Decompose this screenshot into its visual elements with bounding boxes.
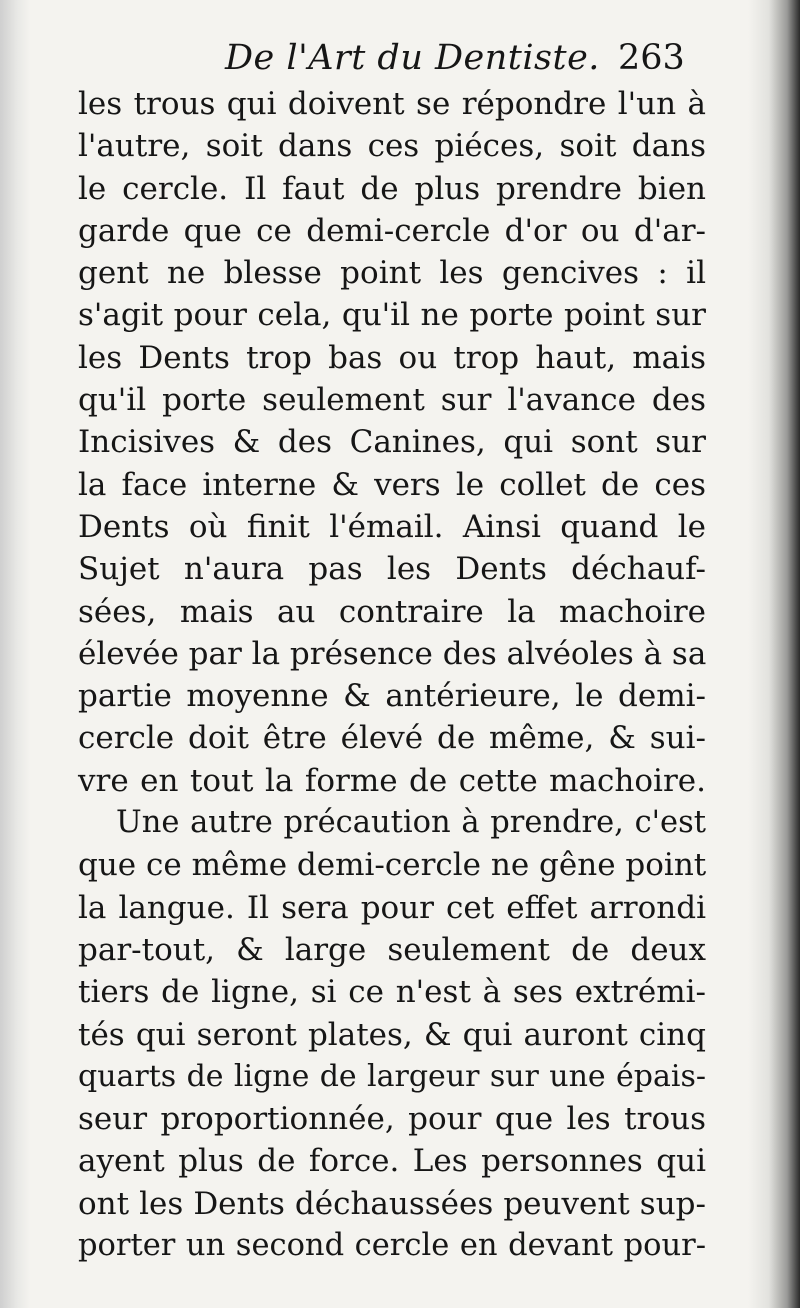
text-line: seur proportionnée, pour que les trous	[78, 1101, 706, 1138]
text-line: partie moyenne & antérieure, le demi-	[78, 678, 706, 715]
text-line: garde que ce demi-cercle d'or ou d'ar-	[78, 212, 706, 249]
running-title: De l'Art du Dentiste.	[225, 38, 600, 78]
text-line: s'agit pour cela, qu'il ne porte point sur	[78, 297, 706, 334]
text-line: ont les Dents déchaussées peuvent sup-	[78, 1185, 706, 1222]
text-line: la face interne & vers le collet de ces	[78, 466, 706, 503]
text-line: Sujet n'aura pas les Dents déchauf-	[78, 551, 706, 588]
text-line: cercle doit être élevé de même, & sui-	[78, 720, 706, 757]
text-line: que ce même demi-cercle ne gêne point	[78, 847, 707, 884]
page-gutter-shadow	[0, 0, 30, 1308]
text-line: élevée par la présence des alvéoles à sa	[78, 635, 707, 672]
text-line: vre en tout la forme de cette machoire.	[78, 762, 706, 799]
text-line: l'autre, soit dans ces piéces, soit dans	[78, 128, 706, 165]
page-number: 263	[618, 38, 685, 78]
text-line: quarts de ligne de largeur sur une épais-	[78, 1058, 706, 1094]
text-line: porter un second cercle en devant pour-	[78, 1228, 706, 1264]
text-line: tiers de ligne, si ce n'est à ses extrémi-	[78, 974, 706, 1011]
text-line: tés qui seront plates, & qui auront cinq	[78, 1016, 706, 1053]
text-line: gent ne blesse point les gencives : il	[78, 255, 706, 292]
paragraph-start-line: Une autre précaution à prendre, c'est	[116, 805, 706, 841]
page-edge-shadow	[748, 0, 800, 1308]
text-line: Incisives & des Canines, qui sont sur	[78, 424, 706, 461]
text-line: sées, mais au contraire la machoire	[78, 593, 706, 630]
text-line: le cercle. Il faut de plus prendre bien	[78, 170, 706, 207]
text-line: qu'il porte seulement sur l'avance des	[78, 382, 706, 419]
text-line: par-tout, & large seulement de deux	[78, 931, 706, 968]
text-line: ayent plus de force. Les personnes qui	[78, 1143, 706, 1180]
text-line: Dents où finit l'émail. Ainsi quand le	[78, 508, 706, 545]
text-line: les Dents trop bas ou trop haut, mais	[78, 339, 706, 376]
text-line: les trous qui doivent se répondre l'un à	[78, 86, 706, 122]
text-line: la langue. Il sera pour cet effet arrondi	[78, 889, 706, 926]
body-text	[78, 83, 706, 1267]
